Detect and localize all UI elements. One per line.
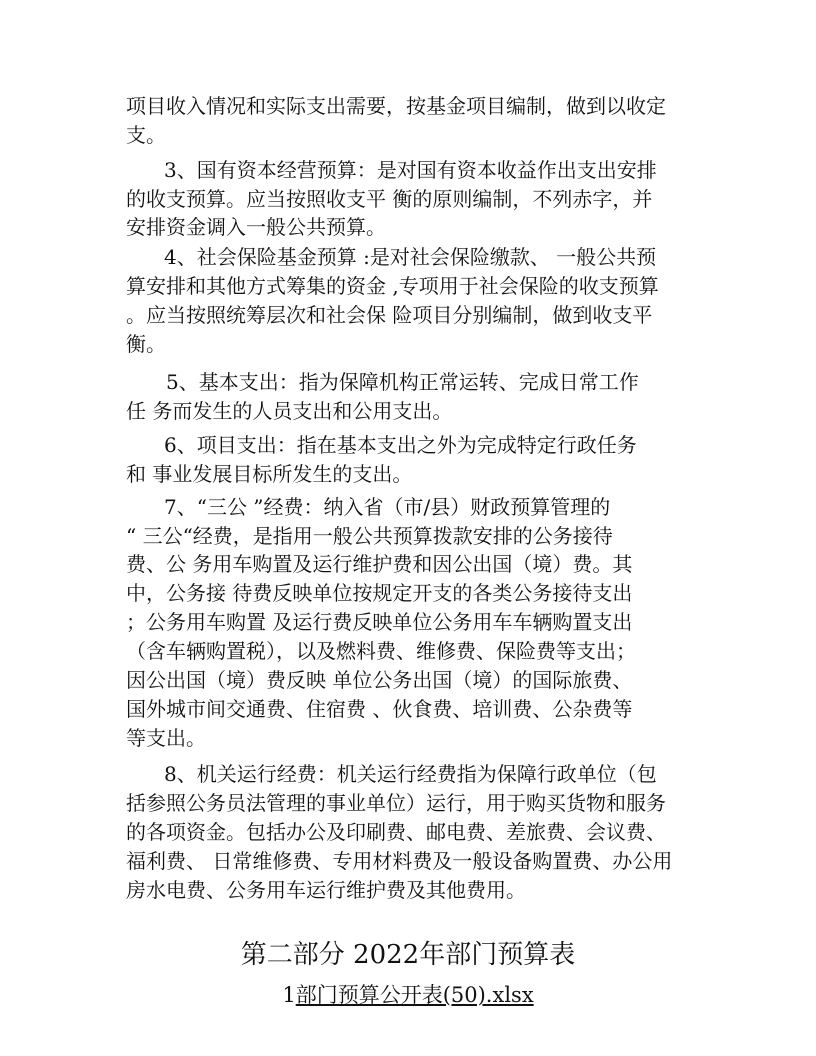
text-line: 因公出国（境）费反映 单位公务出国（境）的国际旅费、 [126,668,633,692]
text-line: 房水电费、公务用车运行维护费及其他费用。 [126,878,526,902]
text-line: 衡。 [126,332,166,356]
text-line: 8、机关运行经费：机关运行经费指为保障行政单位（包 [164,762,657,786]
text-line: 。应当按照统筹层次和社会保 险项目分别编制，做到收支平 [126,303,653,327]
text-line: 7、“三公 ”经费：纳入省（市/县）财政预算管理的 [164,495,611,519]
text-line: 国外城市间交通费、住宿费 、伙食费、培训费、公杂费等 [126,697,633,721]
text-line: 任 务而发生的人员支出和公用支出。 [126,399,453,423]
text-line: 和 事业发展目标所发生的支出。 [126,462,413,486]
text-line: ；公务用车购置 及运行费反映单位公务用车车辆购置支出 [126,610,633,634]
text-line: 的各项资金。包括办公及印刷费、邮电费、差旅费、会议费、 [126,820,666,844]
text-line: 括参照公务员法管理的事业单位）运行，用于购买货物和服务 [126,791,666,815]
attachment-link[interactable]: 部门预算公开表(50).xlsx [295,983,534,1007]
text-line: （含车辆购置税），以及燃料费、维修费、保险费等支出； [126,639,636,663]
text-line: 5、基本支出：指为保障机构正常运转、完成日常工作 [166,370,639,394]
text-line: 等支出。 [126,726,206,750]
text-line: 支。 [126,123,166,147]
text-line: 算安排和其他方式筹集的资金 ,专项用于社会保险的收支预算 [126,274,659,298]
text-line: 4、社会保险基金预算 :是对社会保险缴款、 一般公共预 [164,245,657,269]
text-line: 3、国有资本经营预算：是对国有资本收益作出支出安排 [164,158,657,182]
text-line: “ 三公“经费，是指用一般公共预算拨款安排的公务接待 [126,524,613,548]
text-line: 6、项目支出：指在基本支出之外为完成特定行政任务 [164,433,637,457]
text-line: 费、公 务用车购置及运行维护费和因公出国（境）费。其 [126,552,633,576]
text-line: 中，公务接 待费反映单位按规定开支的各类公务接待支出 [126,581,633,605]
text-line: 的收支预算。应当按照收支平 衡的原则编制，不列赤字，并 [126,187,653,211]
text-line: 项目收入情况和实际支出需要，按基金项目编制，做到以收定 [126,94,666,118]
section-heading: 第二部分 2022年部门预算表 [240,940,576,970]
attachment-number: 1 [282,983,296,1007]
text-line: 福利费、 日常维修费、专用材料费及一般设备购置费、办公用 [126,849,673,873]
text-line: 安排资金调入一般公共预算。 [126,215,386,239]
attachment-line [0,981,816,1009]
